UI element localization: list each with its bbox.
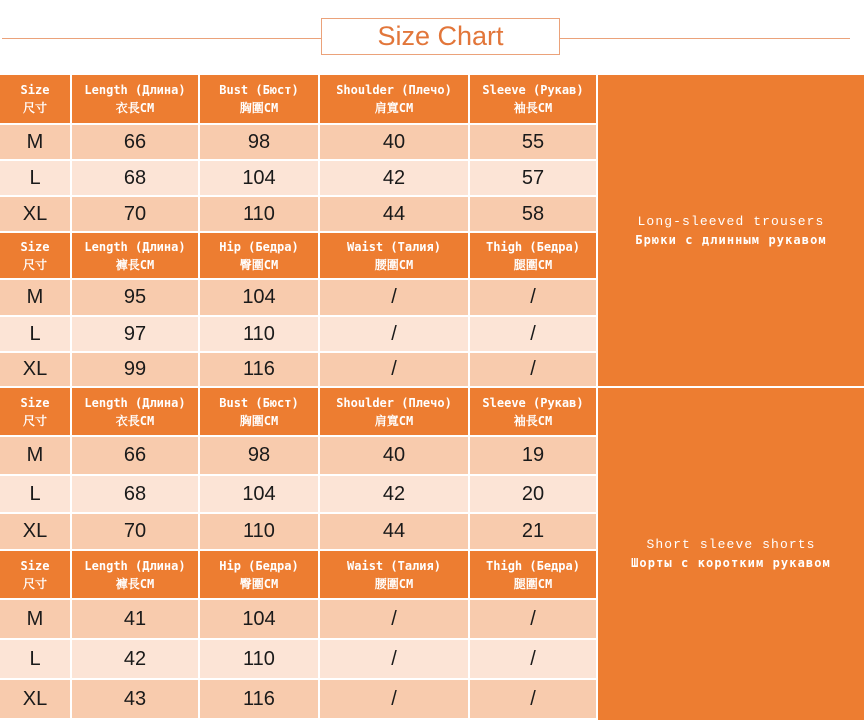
value-cell: 104 (200, 600, 320, 640)
header-label-zh: 臀圍CM (239, 576, 279, 591)
column-header-cell (72, 75, 200, 125)
column-header-cell (200, 388, 320, 437)
value-cell: 68 (72, 476, 200, 514)
header-label: Hip (Бедра) (219, 239, 299, 254)
header-label-zh: 臀圍CM (239, 257, 279, 272)
value-cell: 68 (72, 161, 200, 197)
size-cell: XL (0, 680, 72, 720)
column-header-cell (470, 233, 598, 280)
size-cell: L (0, 640, 72, 680)
header-label-zh: 褲長CM (115, 257, 155, 272)
header-label-zh: 褲長CM (115, 576, 155, 591)
size-section (0, 75, 864, 388)
value-cell: 42 (320, 476, 470, 514)
header-label: Size (20, 83, 50, 97)
header-label-zh: 腿圍CM (513, 257, 553, 272)
table-row (0, 514, 598, 551)
value-cell: 40 (320, 437, 470, 476)
header-label: Bust (Бюст) (219, 395, 299, 410)
header-label-zh: 肩寬CM (374, 413, 414, 428)
size-cell: XL (0, 514, 72, 551)
size-cell: XL (0, 353, 72, 388)
value-cell: / (320, 280, 470, 317)
header-label: Length (Длина) (84, 558, 186, 573)
value-cell: / (320, 600, 470, 640)
value-cell: / (470, 600, 598, 640)
value-cell: 110 (200, 514, 320, 551)
value-cell: 110 (200, 317, 320, 353)
title-box (321, 18, 560, 55)
header-label-zh: 尺寸 (22, 413, 47, 428)
header-label: Waist (Талия) (347, 239, 441, 254)
description-title: Short sleeve shorts (646, 537, 816, 552)
value-cell: 116 (200, 353, 320, 388)
value-cell: 41 (72, 600, 200, 640)
size-section (0, 388, 864, 720)
value-cell: / (470, 280, 598, 317)
value-cell: 110 (200, 197, 320, 233)
header-row (0, 233, 598, 280)
size-cell: L (0, 476, 72, 514)
header-label: Hip (Бедра) (219, 558, 299, 573)
header-label: Length (Длина) (84, 395, 186, 410)
value-cell: 44 (320, 197, 470, 233)
table-row (0, 317, 598, 353)
value-cell: 97 (72, 317, 200, 353)
value-cell: 70 (72, 197, 200, 233)
header-label-zh: 腰圍CM (374, 576, 414, 591)
header-label-zh: 胸圍CM (239, 413, 279, 428)
header-label-zh: 尺寸 (22, 576, 47, 591)
header-label: Thigh (Бедра) (486, 558, 580, 573)
value-cell: 104 (200, 280, 320, 317)
table-row (0, 197, 598, 233)
value-cell: 44 (320, 514, 470, 551)
value-cell: 42 (320, 161, 470, 197)
value-cell: / (320, 640, 470, 680)
value-cell: 116 (200, 680, 320, 720)
value-cell: 57 (470, 161, 598, 197)
header-label-zh: 肩寬CM (374, 101, 414, 115)
header-label-zh: 胸圍CM (239, 101, 279, 115)
header-label: Sleeve (Рукав) (482, 395, 584, 410)
value-cell: / (320, 353, 470, 388)
header-label: Shoulder (Плечо) (336, 395, 452, 410)
column-header-cell (200, 75, 320, 125)
value-cell: 43 (72, 680, 200, 720)
column-header-cell (320, 233, 470, 280)
table-row (0, 161, 598, 197)
value-cell: 99 (72, 353, 200, 388)
header-label-zh: 腰圍CM (374, 257, 414, 272)
value-cell: 40 (320, 125, 470, 161)
header-label: Waist (Талия) (347, 558, 441, 573)
header-label-zh: 尺寸 (22, 101, 47, 115)
column-header-cell (72, 551, 200, 600)
column-header-cell (320, 75, 470, 125)
column-header-cell (470, 388, 598, 437)
header-label: Size (20, 558, 50, 573)
value-cell: 55 (470, 125, 598, 161)
column-header-cell (72, 388, 200, 437)
title-divider-left (2, 38, 321, 39)
value-cell: 104 (200, 161, 320, 197)
table-row (0, 437, 598, 476)
size-header-cell (0, 75, 72, 125)
value-cell: / (470, 680, 598, 720)
size-cell: L (0, 317, 72, 353)
header-row (0, 551, 598, 600)
value-cell: 98 (200, 125, 320, 161)
size-header-cell (0, 551, 72, 600)
column-header-cell (470, 551, 598, 600)
value-cell: / (470, 353, 598, 388)
size-cell: M (0, 437, 72, 476)
table-row (0, 280, 598, 317)
table-row (0, 680, 598, 720)
column-header-cell (72, 233, 200, 280)
value-cell: 20 (470, 476, 598, 514)
header-label: Bust (Бюст) (219, 83, 299, 97)
description-title: Long-sleeved trousers (637, 213, 825, 229)
size-cell: M (0, 125, 72, 161)
value-cell: 98 (200, 437, 320, 476)
title-divider-right (560, 38, 850, 39)
value-cell: 104 (200, 476, 320, 514)
size-header-cell (0, 388, 72, 437)
value-cell: / (320, 680, 470, 720)
column-header-cell (320, 388, 470, 437)
header-label: Length (Длина) (84, 239, 186, 254)
table-row (0, 476, 598, 514)
value-cell: 110 (200, 640, 320, 680)
section-grid (0, 75, 598, 388)
table-row (0, 640, 598, 680)
header-row (0, 388, 598, 437)
value-cell: / (320, 317, 470, 353)
value-cell: 66 (72, 437, 200, 476)
header-label: Size (20, 239, 50, 254)
column-header-cell (200, 551, 320, 600)
description-cell (598, 388, 864, 720)
value-cell: 58 (470, 197, 598, 233)
header-label-zh: 袖長CM (513, 101, 553, 115)
header-label-zh: 袖長CM (513, 413, 553, 428)
description-subtitle: Шорты с коротким рукавом (631, 556, 831, 570)
table-row (0, 125, 598, 161)
table-row (0, 353, 598, 388)
value-cell: 19 (470, 437, 598, 476)
value-cell: 70 (72, 514, 200, 551)
value-cell: 95 (72, 280, 200, 317)
value-cell: 21 (470, 514, 598, 551)
size-table (0, 75, 864, 720)
size-cell: L (0, 161, 72, 197)
header-label-zh: 腿圍CM (513, 576, 553, 591)
description-cell (598, 75, 864, 388)
description-subtitle: Брюки с длинным рукавом (635, 232, 827, 247)
size-cell: M (0, 600, 72, 640)
column-header-cell (470, 75, 598, 125)
page-title: Size Chart (377, 21, 504, 51)
header-label: Length (Длина) (84, 83, 186, 97)
header-label: Sleeve (Рукав) (482, 83, 584, 97)
column-header-cell (320, 551, 470, 600)
size-cell: M (0, 280, 72, 317)
size-header-cell (0, 233, 72, 280)
column-header-cell (200, 233, 320, 280)
table-row (0, 600, 598, 640)
value-cell: / (470, 317, 598, 353)
header-label: Thigh (Бедра) (486, 239, 580, 254)
header-label-zh: 衣長CM (115, 101, 155, 115)
header-label: Size (20, 395, 50, 410)
value-cell: 66 (72, 125, 200, 161)
header-row (0, 75, 598, 125)
header-label-zh: 尺寸 (22, 257, 47, 272)
value-cell: / (470, 640, 598, 680)
header-label: Shoulder (Плечо) (336, 83, 452, 97)
size-cell: XL (0, 197, 72, 233)
header-label-zh: 衣長CM (115, 413, 155, 428)
value-cell: 42 (72, 640, 200, 680)
section-grid (0, 388, 598, 720)
